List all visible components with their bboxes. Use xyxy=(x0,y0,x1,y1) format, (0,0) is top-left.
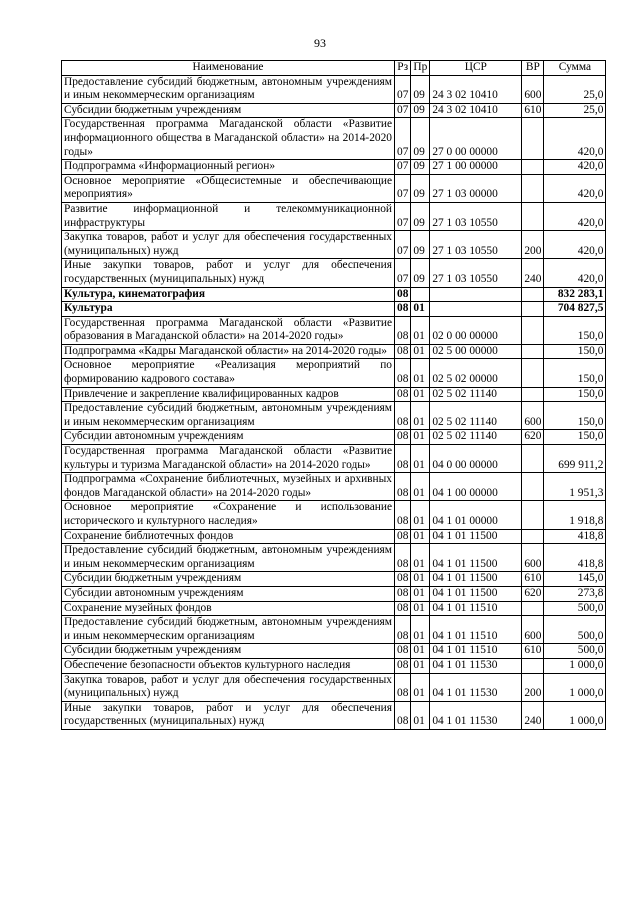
row-name-cell: Культура, кинематография xyxy=(62,287,395,302)
row-sum-cell: 418,8 xyxy=(544,544,606,572)
row-name-cell: Субсидии бюджетным учреждениям xyxy=(62,644,395,659)
row-pr-cell: 01 xyxy=(411,302,430,317)
row-sum-cell: 418,8 xyxy=(544,529,606,544)
table-header-row xyxy=(62,61,606,76)
row-rz-cell: 08 xyxy=(395,701,411,729)
row-name-cell: Иные закупки товаров, работ и услуг для обеспечения государственных (муниципальных) нужд xyxy=(62,701,395,729)
row-vr-cell xyxy=(522,359,544,387)
row-name-cell: Культура xyxy=(62,302,395,317)
table-row xyxy=(62,586,606,601)
row-sum-cell: 420,0 xyxy=(544,202,606,230)
row-sum-cell: 699 911,2 xyxy=(544,445,606,473)
row-rz-cell: 08 xyxy=(395,529,411,544)
row-pr-cell: 01 xyxy=(411,644,430,659)
row-vr-cell xyxy=(522,287,544,302)
col-header-name: Наименование xyxy=(62,61,395,76)
row-csr-cell: 02 5 02 00000 xyxy=(430,359,522,387)
row-csr-cell: 04 1 01 11510 xyxy=(430,644,522,659)
row-sum-cell: 500,0 xyxy=(544,616,606,644)
row-vr-cell xyxy=(522,387,544,402)
table-row xyxy=(62,616,606,644)
row-vr-cell: 610 xyxy=(522,103,544,118)
row-pr-cell: 01 xyxy=(411,658,430,673)
row-name-cell: Обеспечение безопасности объектов культурного наследия xyxy=(62,658,395,673)
row-name-cell: Предоставление субсидий бюджетным, автономным учреждениям и иным некоммерческим организациям xyxy=(62,544,395,572)
row-pr-cell: 01 xyxy=(411,430,430,445)
row-vr-cell xyxy=(522,501,544,529)
row-name-cell: Подпрограмма «Сохранение библиотечных, музейных и архивных фондов Магаданской области» на 2014-2020 годы» xyxy=(62,473,395,501)
row-csr-cell: 27 1 03 10550 xyxy=(430,202,522,230)
table-row xyxy=(62,202,606,230)
table-row xyxy=(62,316,606,344)
row-csr-cell: 27 1 03 10550 xyxy=(430,231,522,259)
table-row xyxy=(62,118,606,160)
row-pr-cell: 09 xyxy=(411,103,430,118)
table-row xyxy=(62,601,606,616)
table-row xyxy=(62,402,606,430)
table-row xyxy=(62,160,606,175)
row-csr-cell: 27 1 03 00000 xyxy=(430,174,522,202)
row-vr-cell: 240 xyxy=(522,259,544,287)
row-vr-cell xyxy=(522,445,544,473)
row-rz-cell: 08 xyxy=(395,586,411,601)
row-rz-cell: 08 xyxy=(395,402,411,430)
row-name-cell: Субсидии автономным учреждениям xyxy=(62,586,395,601)
row-name-cell: Субсидии автономным учреждениям xyxy=(62,430,395,445)
row-csr-cell: 27 1 00 00000 xyxy=(430,160,522,175)
row-rz-cell: 07 xyxy=(395,259,411,287)
row-name-cell: Государственная программа Магаданской области «Развитие культуры и туризма Магаданской области» на 2014-2020 годы» xyxy=(62,445,395,473)
row-name-cell: Предоставление субсидий бюджетным, автономным учреждениям и иным некоммерческим организациям xyxy=(62,616,395,644)
row-vr-cell: 600 xyxy=(522,402,544,430)
table-row xyxy=(62,287,606,302)
row-pr-cell: 01 xyxy=(411,673,430,701)
row-name-cell: Сохранение библиотечных фондов xyxy=(62,529,395,544)
row-csr-cell xyxy=(430,287,522,302)
row-rz-cell: 08 xyxy=(395,316,411,344)
col-header-pr: Пр xyxy=(411,61,430,76)
row-pr-cell: 09 xyxy=(411,75,430,103)
row-name-cell: Государственная программа Магаданской области «Развитие информационного общества в Магаданской области» на 2014-2020 годы» xyxy=(62,118,395,160)
row-csr-cell: 04 1 01 11510 xyxy=(430,616,522,644)
table-row xyxy=(62,473,606,501)
row-name-cell: Субсидии бюджетным учреждениям xyxy=(62,572,395,587)
row-csr-cell: 02 5 00 00000 xyxy=(430,344,522,359)
row-vr-cell xyxy=(522,344,544,359)
row-name-cell: Развитие информационной и телекоммуникационной инфраструктуры xyxy=(62,202,395,230)
row-vr-cell: 200 xyxy=(522,231,544,259)
row-sum-cell: 1 000,0 xyxy=(544,673,606,701)
table-row xyxy=(62,103,606,118)
row-csr-cell: 27 0 00 00000 xyxy=(430,118,522,160)
row-sum-cell: 145,0 xyxy=(544,572,606,587)
row-pr-cell xyxy=(411,287,430,302)
row-csr-cell: 27 1 03 10550 xyxy=(430,259,522,287)
row-rz-cell: 08 xyxy=(395,644,411,659)
table-row xyxy=(62,359,606,387)
row-rz-cell: 08 xyxy=(395,658,411,673)
row-sum-cell: 150,0 xyxy=(544,316,606,344)
row-vr-cell xyxy=(522,658,544,673)
row-sum-cell: 1 918,8 xyxy=(544,501,606,529)
row-vr-cell: 600 xyxy=(522,616,544,644)
table-row xyxy=(62,701,606,729)
row-vr-cell: 610 xyxy=(522,644,544,659)
row-pr-cell: 01 xyxy=(411,402,430,430)
row-vr-cell xyxy=(522,202,544,230)
row-csr-cell: 04 1 01 11500 xyxy=(430,572,522,587)
row-vr-cell xyxy=(522,302,544,317)
row-rz-cell: 08 xyxy=(395,287,411,302)
row-name-cell: Закупка товаров, работ и услуг для обеспечения государственных (муниципальных) нужд xyxy=(62,231,395,259)
row-pr-cell: 01 xyxy=(411,445,430,473)
row-name-cell: Иные закупки товаров, работ и услуг для обеспечения государственных (муниципальных) нужд xyxy=(62,259,395,287)
row-csr-cell: 04 1 01 11510 xyxy=(430,601,522,616)
row-sum-cell: 150,0 xyxy=(544,387,606,402)
row-sum-cell: 420,0 xyxy=(544,231,606,259)
row-pr-cell: 09 xyxy=(411,118,430,160)
row-sum-cell: 420,0 xyxy=(544,160,606,175)
row-sum-cell: 150,0 xyxy=(544,344,606,359)
row-csr-cell: 04 1 01 11500 xyxy=(430,529,522,544)
table-row xyxy=(62,344,606,359)
table-row xyxy=(62,302,606,317)
row-rz-cell: 07 xyxy=(395,160,411,175)
row-csr-cell: 04 1 01 11530 xyxy=(430,658,522,673)
row-pr-cell: 01 xyxy=(411,701,430,729)
row-csr-cell: 24 3 02 10410 xyxy=(430,75,522,103)
table-row xyxy=(62,644,606,659)
row-name-cell: Предоставление субсидий бюджетным, автономным учреждениям и иным некоммерческим организациям xyxy=(62,402,395,430)
table-row xyxy=(62,529,606,544)
row-vr-cell: 240 xyxy=(522,701,544,729)
row-vr-cell: 620 xyxy=(522,430,544,445)
col-header-rz: Рз xyxy=(395,61,411,76)
row-pr-cell: 01 xyxy=(411,359,430,387)
row-csr-cell: 04 1 00 00000 xyxy=(430,473,522,501)
table-row xyxy=(62,673,606,701)
row-pr-cell: 09 xyxy=(411,259,430,287)
row-name-cell: Привлечение и закрепление квалифицированных кадров xyxy=(62,387,395,402)
row-rz-cell: 08 xyxy=(395,501,411,529)
row-pr-cell: 01 xyxy=(411,316,430,344)
row-name-cell: Субсидии бюджетным учреждениям xyxy=(62,103,395,118)
row-vr-cell: 200 xyxy=(522,673,544,701)
row-rz-cell: 07 xyxy=(395,103,411,118)
table-row xyxy=(62,259,606,287)
row-sum-cell: 704 827,5 xyxy=(544,302,606,317)
row-name-cell: Государственная программа Магаданской области «Развитие образования в Магаданской области» на 2014-2020 годы» xyxy=(62,316,395,344)
row-rz-cell: 08 xyxy=(395,616,411,644)
row-pr-cell: 09 xyxy=(411,202,430,230)
row-csr-cell: 02 0 00 00000 xyxy=(430,316,522,344)
table-row xyxy=(62,231,606,259)
row-sum-cell: 150,0 xyxy=(544,430,606,445)
row-rz-cell: 07 xyxy=(395,231,411,259)
col-header-vr: ВР xyxy=(522,61,544,76)
row-sum-cell: 420,0 xyxy=(544,174,606,202)
row-pr-cell: 01 xyxy=(411,344,430,359)
row-vr-cell xyxy=(522,160,544,175)
table-row xyxy=(62,75,606,103)
row-pr-cell: 01 xyxy=(411,572,430,587)
row-vr-cell xyxy=(522,316,544,344)
row-csr-cell: 04 1 01 11530 xyxy=(430,673,522,701)
table-row xyxy=(62,501,606,529)
col-header-sum: Сумма xyxy=(544,61,606,76)
row-pr-cell: 01 xyxy=(411,473,430,501)
row-sum-cell: 1 000,0 xyxy=(544,658,606,673)
row-vr-cell xyxy=(522,174,544,202)
row-pr-cell: 01 xyxy=(411,616,430,644)
row-name-cell: Основное мероприятие «Реализация мероприятий по формированию кадрового состава» xyxy=(62,359,395,387)
row-rz-cell: 08 xyxy=(395,572,411,587)
row-pr-cell: 09 xyxy=(411,174,430,202)
row-pr-cell: 01 xyxy=(411,601,430,616)
row-rz-cell: 08 xyxy=(395,344,411,359)
row-csr-cell: 02 5 02 11140 xyxy=(430,402,522,430)
row-name-cell: Подпрограмма «Кадры Магаданской области» на 2014-2020 годы» xyxy=(62,344,395,359)
row-sum-cell: 832 283,1 xyxy=(544,287,606,302)
row-vr-cell xyxy=(522,529,544,544)
row-rz-cell: 08 xyxy=(395,473,411,501)
table-row xyxy=(62,387,606,402)
row-name-cell: Основное мероприятие «Сохранение и использование исторического и культурного наследия» xyxy=(62,501,395,529)
row-vr-cell: 600 xyxy=(522,75,544,103)
row-sum-cell: 150,0 xyxy=(544,359,606,387)
row-pr-cell: 09 xyxy=(411,231,430,259)
page-number: 93 xyxy=(314,36,326,50)
row-vr-cell xyxy=(522,473,544,501)
row-rz-cell: 08 xyxy=(395,673,411,701)
row-sum-cell: 273,8 xyxy=(544,586,606,601)
row-csr-cell: 02 5 02 11140 xyxy=(430,387,522,402)
row-csr-cell: 02 5 02 11140 xyxy=(430,430,522,445)
row-sum-cell: 150,0 xyxy=(544,402,606,430)
row-rz-cell: 08 xyxy=(395,359,411,387)
row-rz-cell: 08 xyxy=(395,430,411,445)
row-vr-cell: 620 xyxy=(522,586,544,601)
row-rz-cell: 08 xyxy=(395,544,411,572)
row-vr-cell: 600 xyxy=(522,544,544,572)
row-sum-cell: 25,0 xyxy=(544,103,606,118)
row-csr-cell: 04 1 01 11530 xyxy=(430,701,522,729)
row-vr-cell xyxy=(522,601,544,616)
row-name-cell: Подпрограмма «Информационный регион» xyxy=(62,160,395,175)
row-csr-cell: 04 1 01 11500 xyxy=(430,544,522,572)
row-vr-cell xyxy=(522,118,544,160)
row-pr-cell: 09 xyxy=(411,160,430,175)
row-sum-cell: 25,0 xyxy=(544,75,606,103)
col-header-csr: ЦСР xyxy=(430,61,522,76)
row-sum-cell: 420,0 xyxy=(544,259,606,287)
row-sum-cell: 420,0 xyxy=(544,118,606,160)
row-pr-cell: 01 xyxy=(411,586,430,601)
row-csr-cell: 04 0 00 00000 xyxy=(430,445,522,473)
table-row xyxy=(62,658,606,673)
row-vr-cell: 610 xyxy=(522,572,544,587)
row-rz-cell: 08 xyxy=(395,601,411,616)
row-sum-cell: 500,0 xyxy=(544,644,606,659)
row-rz-cell: 07 xyxy=(395,75,411,103)
row-name-cell: Сохранение музейных фондов xyxy=(62,601,395,616)
row-sum-cell: 1 951,3 xyxy=(544,473,606,501)
row-pr-cell: 01 xyxy=(411,529,430,544)
table-row xyxy=(62,445,606,473)
row-name-cell: Закупка товаров, работ и услуг для обеспечения государственных (муниципальных) нужд xyxy=(62,673,395,701)
row-sum-cell: 1 000,0 xyxy=(544,701,606,729)
row-pr-cell: 01 xyxy=(411,544,430,572)
row-rz-cell: 07 xyxy=(395,202,411,230)
row-name-cell: Основное мероприятие «Общесистемные и обеспечивающие мероприятия» xyxy=(62,174,395,202)
budget-table xyxy=(61,60,606,730)
row-rz-cell: 08 xyxy=(395,445,411,473)
row-csr-cell xyxy=(430,302,522,317)
table-row xyxy=(62,572,606,587)
row-csr-cell: 24 3 02 10410 xyxy=(430,103,522,118)
row-pr-cell: 01 xyxy=(411,387,430,402)
row-rz-cell: 07 xyxy=(395,174,411,202)
row-csr-cell: 04 1 01 00000 xyxy=(430,501,522,529)
row-rz-cell: 07 xyxy=(395,118,411,160)
table-row xyxy=(62,544,606,572)
table-row xyxy=(62,430,606,445)
table-row xyxy=(62,174,606,202)
row-name-cell: Предоставление субсидий бюджетным, автономным учреждениям и иным некоммерческим организациям xyxy=(62,75,395,103)
row-sum-cell: 500,0 xyxy=(544,601,606,616)
row-csr-cell: 04 1 01 11500 xyxy=(430,586,522,601)
row-rz-cell: 08 xyxy=(395,387,411,402)
row-rz-cell: 08 xyxy=(395,302,411,317)
row-pr-cell: 01 xyxy=(411,501,430,529)
